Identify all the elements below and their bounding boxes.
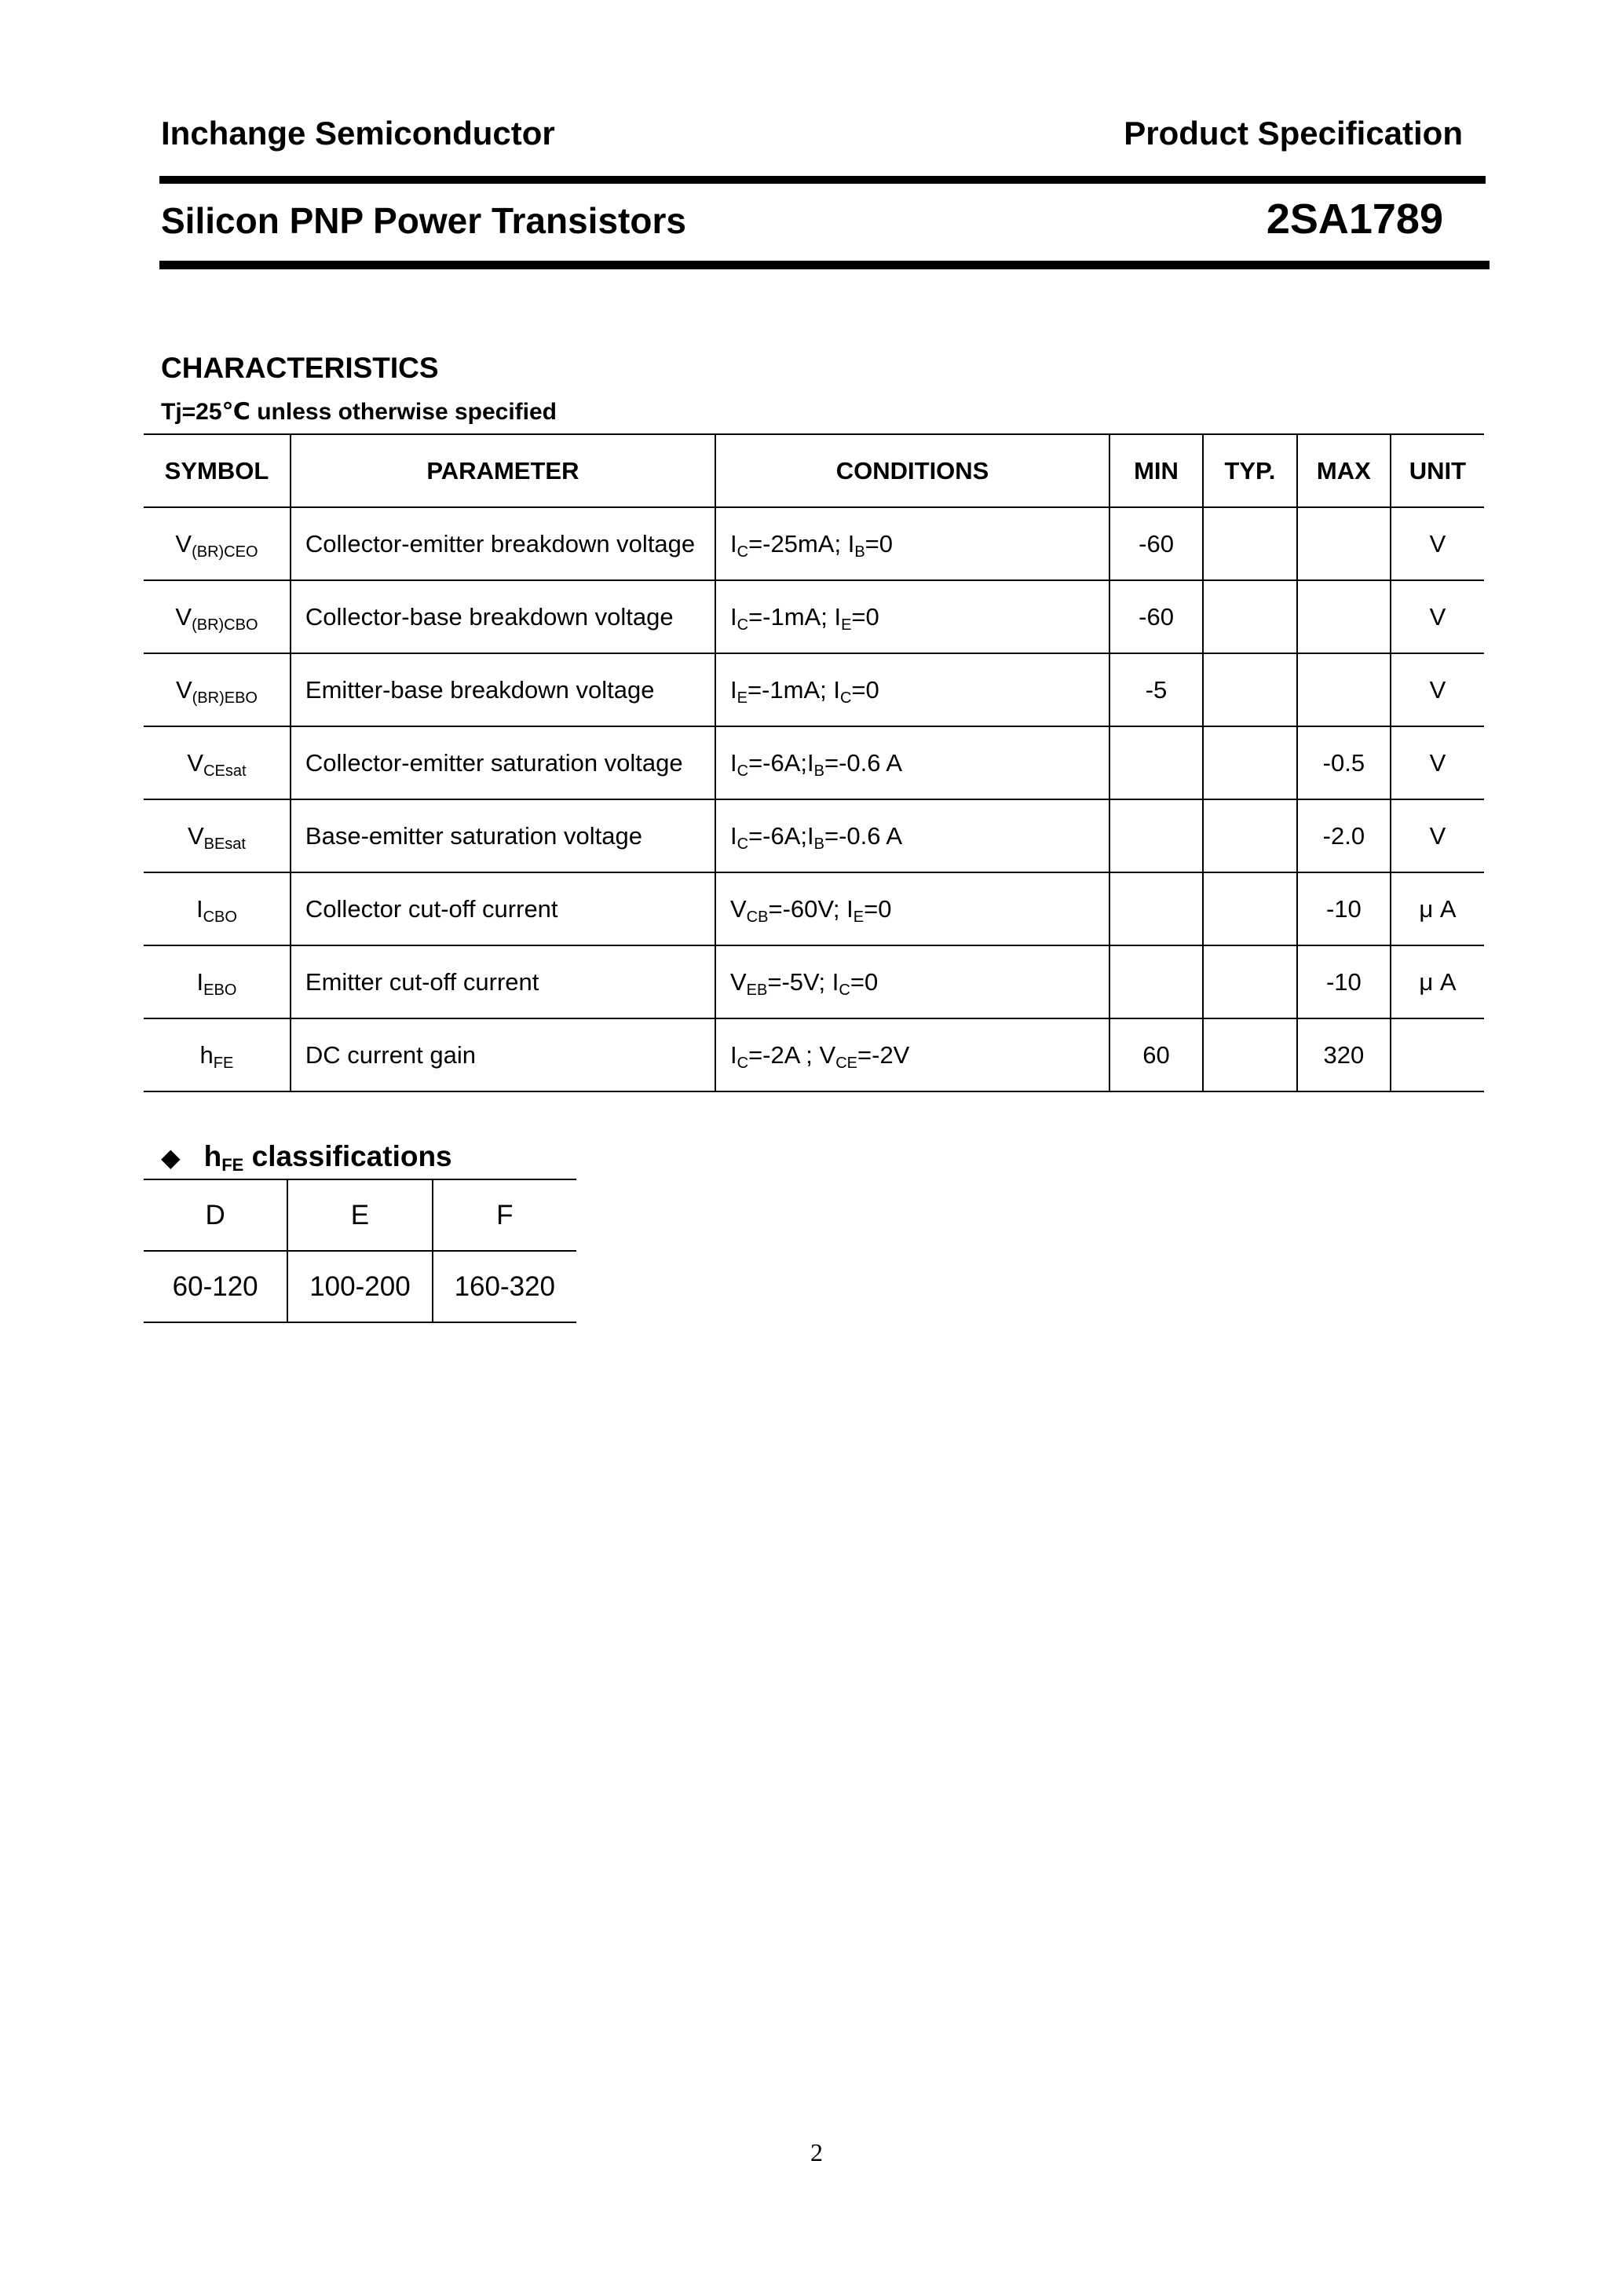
condition-subscript: C [839,981,850,999]
parameter-cell: Emitter-base breakdown voltage [291,653,715,726]
parameter-cell: Base-emitter saturation voltage [291,799,715,872]
product-title: Silicon PNP Power Transistors [161,200,686,241]
conditions-cell [715,507,1109,580]
characteristics-table [144,433,1484,1092]
part-number: 2SA1789 [1266,196,1443,243]
condition-part: =-2A ; V [748,1040,836,1069]
condition-part: =0 [864,894,892,923]
min-cell: -5 [1109,653,1203,726]
condition-subscript: C [737,1054,749,1072]
condition-part: I [729,1040,737,1069]
parameter-cell: Emitter cut-off current [291,945,715,1018]
symbol-subscript: CEsat [203,762,247,780]
condition-part: V [729,967,747,996]
unit-cell: V [1391,799,1484,872]
symbol-subscript: (BR)CEO [192,543,258,561]
condition-subscript: B [813,762,824,780]
conditions-cell [715,799,1109,872]
parameter-cell: Collector-base breakdown voltage [291,580,715,653]
characteristics-title: CHARACTERISTICS [161,352,439,384]
condition-part: =-0.6 A [824,748,903,777]
table-row [144,872,1484,945]
typ-cell [1203,507,1297,580]
symbol-subscript: BEsat [203,835,246,853]
condition-part: =0 [851,675,879,704]
symbol-cell [144,872,291,945]
hfe-class-d: D [144,1179,287,1251]
typ-cell [1203,945,1297,1018]
min-cell [1109,799,1203,872]
symbol-cell [144,945,291,1018]
header-rule-top [159,176,1486,184]
typ-cell [1203,726,1297,799]
symbol-cell [144,799,291,872]
condition-part: I [729,821,737,850]
hfe-class-f: F [433,1179,576,1251]
unit-cell: μ A [1391,872,1484,945]
company-name: Inchange Semiconductor [161,115,555,152]
hfe-range-e: 100-200 [287,1251,432,1322]
min-cell: -60 [1109,507,1203,580]
hfe-classifications-table [144,1179,576,1323]
condition-subscript: B [854,543,865,561]
condition-subscript: C [737,835,749,853]
symbol-subscript: FE [213,1054,234,1072]
hfe-title-subscript: FE [221,1155,244,1175]
header-rule-bottom [159,261,1490,269]
symbol-base: V [187,821,204,850]
symbol-subscript: EBO [203,981,237,999]
unit-cell: V [1391,653,1484,726]
max-cell [1297,580,1391,653]
condition-part: V [729,894,747,923]
conditions-cell [715,872,1109,945]
symbol-subscript: (BR)CBO [192,616,258,634]
parameter-cell: Collector-emitter breakdown voltage [291,507,715,580]
unit-cell: μ A [1391,945,1484,1018]
conditions-cell [715,726,1109,799]
symbol-cell [144,726,291,799]
table-row [144,1018,1484,1091]
table-row [144,580,1484,653]
hfe-classifications-title [161,1140,452,1173]
typ-cell [1203,653,1297,726]
symbol-cell [144,653,291,726]
conditions-cell [715,945,1109,1018]
condition-subscript: EB [746,981,768,999]
unit-cell: V [1391,726,1484,799]
hfe-title-text: classifications [243,1140,452,1172]
page-number: 2 [810,2138,823,2166]
unit-cell: V [1391,507,1484,580]
condition-part: =0 [851,602,879,631]
characteristics-note: Tj=25℃ unless otherwise specified [161,399,557,425]
parameter-cell: Collector-emitter saturation voltage [291,726,715,799]
condition-subscript: C [737,543,749,561]
header-parameter: PARAMETER [291,434,715,507]
condition-part: =-1mA; I [748,602,842,631]
table-row [144,799,1484,872]
condition-subscript: E [841,616,852,634]
symbol-base: V [175,529,192,558]
symbol-cell [144,507,291,580]
symbol-subscript: CBO [203,908,237,926]
condition-part: =0 [865,529,894,558]
header-max: MAX [1297,434,1391,507]
symbol-base: V [187,748,204,777]
condition-subscript: B [813,835,824,853]
hfe-range-row [144,1251,576,1322]
hfe-title-symbol: h [203,1140,222,1172]
max-cell: -10 [1297,945,1391,1018]
condition-part: =-25mA; I [748,529,855,558]
table-header-row [144,434,1484,507]
conditions-cell [715,1018,1109,1091]
hfe-class-row [144,1179,576,1251]
max-cell [1297,653,1391,726]
min-cell: 60 [1109,1018,1203,1091]
table-row [144,507,1484,580]
header-typ: TYP. [1203,434,1297,507]
table-row [144,653,1484,726]
condition-subscript: E [737,689,748,707]
symbol-cell [144,1018,291,1091]
max-cell: -2.0 [1297,799,1391,872]
symbol-base: h [199,1040,214,1069]
typ-cell [1203,1018,1297,1091]
condition-part: I [729,748,737,777]
symbol-base: V [175,675,192,704]
condition-part: =0 [850,967,879,996]
condition-part: =-6A;I [748,748,814,777]
condition-part: =-6A;I [748,821,814,850]
typ-cell [1203,580,1297,653]
condition-subscript: C [839,689,852,707]
parameter-cell: Collector cut-off current [291,872,715,945]
table-row [144,726,1484,799]
condition-subscript: CB [746,908,769,926]
header-min: MIN [1109,434,1203,507]
parameter-cell: DC current gain [291,1018,715,1091]
symbol-subscript: (BR)EBO [192,689,258,707]
condition-part: I [729,529,737,558]
condition-part: =-0.6 A [824,821,903,850]
condition-subscript: CE [835,1054,858,1072]
condition-part: =-1mA; I [747,675,840,704]
typ-cell [1203,872,1297,945]
min-cell [1109,726,1203,799]
max-cell: -0.5 [1297,726,1391,799]
symbol-base: I [196,967,204,996]
hfe-range-d: 60-120 [144,1251,287,1322]
condition-subscript: C [737,616,749,634]
condition-part: I [729,675,737,704]
symbol-base: V [175,602,192,631]
table-row [144,945,1484,1018]
unit-cell [1391,1018,1484,1091]
conditions-cell [715,580,1109,653]
header-symbol: SYMBOL [144,434,291,507]
min-cell [1109,872,1203,945]
min-cell [1109,945,1203,1018]
unit-cell: V [1391,580,1484,653]
condition-subscript: C [737,762,749,780]
condition-subscript: E [853,908,865,926]
typ-cell [1203,799,1297,872]
header-unit: UNIT [1391,434,1484,507]
condition-part: =-2V [857,1040,910,1069]
max-cell: -10 [1297,872,1391,945]
condition-part: =-60V; I [768,894,854,923]
hfe-range-f: 160-320 [433,1251,576,1322]
hfe-class-e: E [287,1179,432,1251]
symbol-base: I [196,894,203,923]
condition-part: =-5V; I [767,967,839,996]
symbol-cell [144,580,291,653]
max-cell: 320 [1297,1018,1391,1091]
document-type: Product Specification [1124,115,1463,152]
condition-part: I [729,602,737,631]
conditions-cell [715,653,1109,726]
min-cell: -60 [1109,580,1203,653]
header-conditions: CONDITIONS [715,434,1109,507]
diamond-bullet-icon: ◆ [161,1143,181,1172]
max-cell [1297,507,1391,580]
